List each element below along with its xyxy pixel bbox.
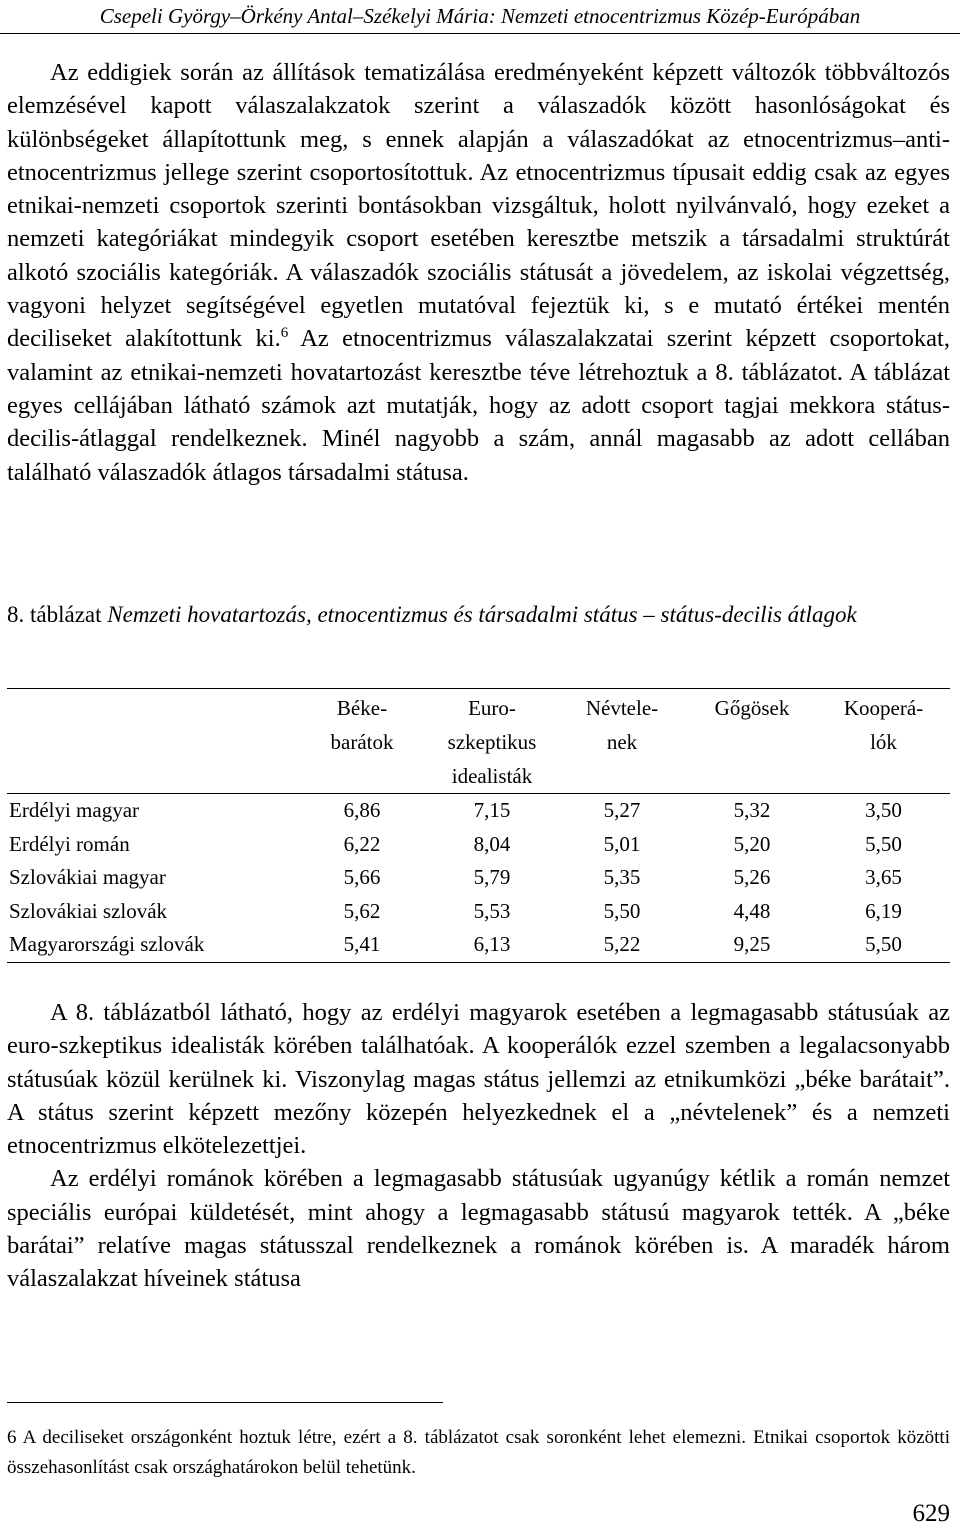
table-cell: 6,19 xyxy=(865,898,902,923)
paragraph-1-text-a: Az eddigiek során az állítások tematizálása eredményeként képzett változók többváltozós elemzésével kapott válaszalakzatok szerint a válaszadók között hasonlóságokat és különbségeket állapítottunk meg, s ennek alapján a válaszadókat az etnocentrizmus–anti-etnocentrizmus jellege szerint csoportosítottuk. Az etnocentrizmus típusait eddig csak az egyes etnikai-nemzeti csoportok szerinti bontásokban vizsgáltuk, holott nyilvánvaló, hogy ezeket a nemzeti kategóriákat mindegyik csoport esetében keresztbe metszik a társadalmi struktúrát alkotó szociális kategóriák. A válaszadók szociális státusát a jövedelem, az iskolai végzettség, vagyoni helyzet segítségével egyetlen mutatóval fejeztük ki, s e mutató értékei mentén deciliseket alakítottunk ki. xyxy=(7,59,950,353)
header-corner xyxy=(7,689,297,794)
table-cell: 6,22 xyxy=(343,831,381,856)
paragraph-1 xyxy=(7,56,950,489)
column-header: Euro- szkeptikus idealisták xyxy=(427,689,557,794)
row-label: Magyarországi szlovák xyxy=(7,928,297,962)
table-caption-title: Nemzeti hovatartozás, etnocentizmus és társadalmi státus – státus-decilis átlagok xyxy=(107,602,857,627)
table-cell: 9,25 xyxy=(687,928,817,962)
table-caption xyxy=(7,598,950,631)
table-cell: 5,20 xyxy=(733,831,771,856)
table-cell: 5,22 xyxy=(557,928,687,962)
table-cell: 5,41 xyxy=(297,928,427,962)
table-cell: 5,79 xyxy=(473,865,511,889)
paragraph-2: A 8. táblázatból látható, hogy az erdélyi magyarok esetében a legmagasabb státusúak az euro-szkeptikus idealisták körében találhatóak. A kooperálók ezzel szemben a legalacsonyabb státusúak közül kerülnek ki. Viszonylag magas státus jellemzi az etnikumközi „béke barátait”. A státus szerint képzett mezőny közepén helyezkednek el a „névtelenek” és a nemzeti etnocentrizmus elkötelezettjei. xyxy=(7,999,950,1160)
body-text-top xyxy=(7,56,950,489)
table-cell: 8,04 xyxy=(473,831,511,856)
column-header: Kooperá- lók xyxy=(817,689,950,794)
footnote-separator xyxy=(7,1402,443,1403)
row-label: Szlovákiai szlovák xyxy=(9,898,168,923)
table-cell: 5,27 xyxy=(557,794,687,828)
table-cell: 7,15 xyxy=(427,794,557,828)
footnote: 6 A deciliseket országonként hoztuk létre, ezért a 8. táblázatot csak soronként lehet elemezni. Etnikai csoportok közötti összehasonlítást csak országhatárokon belül tehetünk. xyxy=(7,1427,950,1478)
table-cell: 3,65 xyxy=(865,865,902,889)
column-header: Béke- barátok xyxy=(297,689,427,794)
running-header xyxy=(0,0,960,34)
column-header: Névtele- nek xyxy=(557,689,687,794)
table-row xyxy=(7,928,950,962)
table-cell: 5,35 xyxy=(603,865,641,889)
table-cell: 5,53 xyxy=(473,898,511,923)
table-row xyxy=(7,861,950,895)
row-label: Szlovákiai magyar xyxy=(9,865,166,889)
row-label: Erdélyi magyar xyxy=(7,794,297,828)
table-cell: 5,50 xyxy=(865,831,902,856)
table-caption-label: 8. táblázat xyxy=(7,602,102,627)
table-cell: 5,62 xyxy=(343,898,381,923)
table-cell: 5,32 xyxy=(687,794,817,828)
table-cell: 5,01 xyxy=(603,831,641,856)
paragraph-3: Az erdélyi románok körében a legmagasabb státusúak ugyanúgy kétlik a román nemzet speciális európai küldetését, mint ahogy a legmagasabb státusú magyarok tették. A „béke barátai” relatíve magas státusszal rendelkeznek a románok körében is. A maradék három válaszalakzat híveinek státusa xyxy=(7,1165,950,1293)
table-row xyxy=(7,895,950,929)
table-cell: 5,26 xyxy=(733,865,771,889)
table-cell: 3,50 xyxy=(817,794,950,828)
table-cell: 4,48 xyxy=(733,898,771,923)
table-row xyxy=(7,828,950,862)
table-cell: 5,50 xyxy=(817,928,950,962)
table-cell: 5,50 xyxy=(603,898,641,923)
column-header: Gőgösek xyxy=(687,689,817,794)
running-title: Csepeli György–Örkény Antal–Székelyi Mária: Nemzeti etnocentrizmus Közép-Európában xyxy=(99,4,861,28)
paragraph-1-text-b: Az etnocentrizmus válaszalakzatai szerint képzett csoportokat, valamint az etnikai-nemzeti hovatartozást keresztbe téve létrehoztuk a 8. táblázatot. A táblázat egyes cellájában látható számok azt mutatják, hogy az adott csoport tagjai mekkora státus-decilis-átlaggal rendelkeznek. Minél nagyobb a szám, annál magasabb az adott cellában található válaszadók átlagos társadalmi státusa. xyxy=(7,325,950,486)
row-label: Erdélyi román xyxy=(9,831,130,856)
body-text-bottom xyxy=(7,996,950,1296)
table-cell: 6,86 xyxy=(297,794,427,828)
status-table xyxy=(7,688,950,963)
table-row xyxy=(7,794,950,828)
page-number: 629 xyxy=(912,1500,950,1527)
table-cell: 6,13 xyxy=(427,928,557,962)
table-cell: 5,66 xyxy=(343,865,381,889)
footnote-reference[interactable]: 6 xyxy=(280,325,289,342)
table-header-row xyxy=(7,689,950,794)
